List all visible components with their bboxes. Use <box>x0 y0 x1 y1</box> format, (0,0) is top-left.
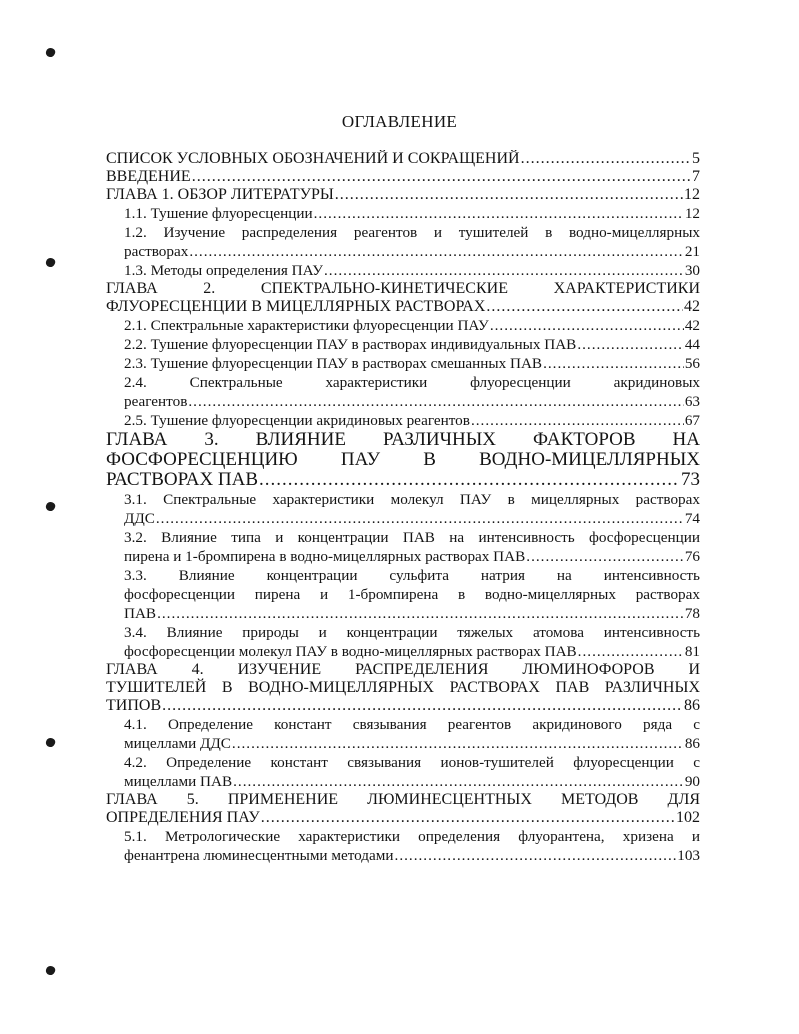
dot-leader <box>192 168 691 186</box>
toc-page-number: 90 <box>684 773 700 790</box>
dot-leader <box>521 150 691 168</box>
toc-page-number: 63 <box>684 393 700 410</box>
punch-hole-mark <box>45 257 57 269</box>
toc-section-entry[interactable] <box>106 354 700 373</box>
toc-chapter-entry[interactable] <box>106 430 700 490</box>
toc-section-entry[interactable] <box>106 566 700 623</box>
toc-entry-line: 3.2. Влияние типа и концентрации ПАВ на интенсивность фосфоресценции <box>124 529 700 546</box>
toc-section-entry[interactable] <box>106 316 700 335</box>
dot-leader <box>232 734 684 753</box>
toc-entry-title: РАСТВОРАХ ПАВ <box>106 470 259 490</box>
dot-leader <box>261 809 675 827</box>
toc-section-entry[interactable] <box>106 753 700 791</box>
toc-section-entry[interactable] <box>106 373 700 411</box>
toc-entry-title: СПИСОК УСЛОВНЫХ ОБОЗНАЧЕНИЙ И СОКРАЩЕНИЙ <box>106 150 520 167</box>
dot-leader <box>324 261 684 280</box>
toc-page-number: 5 <box>692 150 700 167</box>
toc-entry-title: пирена и 1-бромпирена в водно-мицеллярных растворах ПАВ <box>124 548 526 565</box>
toc-section-entry[interactable] <box>106 528 700 566</box>
toc-entry-title: 1.1. Тушение флуоресценции <box>124 205 313 222</box>
toc-section-entry[interactable] <box>106 827 700 865</box>
toc-section-entry[interactable] <box>106 623 700 661</box>
toc-page-number: 12 <box>684 205 700 222</box>
toc-page-number: 21 <box>684 243 700 260</box>
dot-leader <box>490 316 684 335</box>
toc-section-entry[interactable] <box>106 261 700 280</box>
punch-hole-mark <box>45 47 57 59</box>
punch-hole-mark <box>45 501 57 513</box>
toc-entry-title: ТИПОВ <box>106 697 162 714</box>
toc-chapter-entry[interactable] <box>106 150 700 168</box>
toc-page-number: 67 <box>684 412 700 429</box>
toc-chapter-entry[interactable] <box>106 186 700 204</box>
toc-entry-title: мицеллами ПАВ <box>124 773 233 790</box>
dot-leader <box>233 772 684 791</box>
toc-entry-line: 3.1. Спектральные характеристики молекул ПАУ в мицеллярных растворах <box>124 491 700 508</box>
toc-entry-line: фосфоресценции пирена и 1-бромпирена в водно-мицеллярных растворах <box>124 586 700 603</box>
toc-page-number: 42 <box>684 298 700 315</box>
toc-entry-line: ГЛАВА 4. ИЗУЧЕНИЕ РАСПРЕДЕЛЕНИЯ ЛЮМИНОФОРОВ И <box>106 661 700 678</box>
toc-page-number: 78 <box>684 605 700 622</box>
toc-page-number: 102 <box>676 809 700 826</box>
toc-page-number: 76 <box>684 548 700 565</box>
toc-entry-line: 4.2. Определение констант связывания ионов-тушителей флуоресценции с <box>124 754 700 771</box>
dot-leader <box>189 242 684 261</box>
toc-section-entry[interactable] <box>106 411 700 430</box>
toc-section-entry[interactable] <box>106 715 700 753</box>
toc-page-number: 81 <box>684 643 700 660</box>
toc-entry-title: мицеллами ДДС <box>124 735 231 752</box>
dot-leader <box>157 604 684 623</box>
toc-chapter-entry[interactable] <box>106 791 700 827</box>
toc-page-number: 86 <box>684 735 700 752</box>
toc-entry-line: 1.2. Изучение распределения реагентов и тушителей в водно-мицеллярных <box>124 224 700 241</box>
toc-entry-title: ДДС <box>124 510 155 527</box>
toc-page-number: 7 <box>692 168 700 185</box>
dot-leader <box>543 354 684 373</box>
toc-entry-title: ПАВ <box>124 605 157 622</box>
toc-entry-title: реагентов <box>124 393 188 410</box>
toc-page-number: 103 <box>677 847 700 864</box>
toc-entry-line: 5.1. Метрологические характеристики определения флуорантена, хризена и <box>124 828 700 845</box>
toc-chapter-entry[interactable] <box>106 280 700 316</box>
dot-leader <box>335 186 683 204</box>
dot-leader <box>395 846 677 865</box>
toc-entry-line: ГЛАВА 2. СПЕКТРАЛЬНО-КИНЕТИЧЕСКИЕ ХАРАКТЕРИСТИКИ <box>106 280 700 297</box>
dot-leader <box>577 335 683 354</box>
toc-entry-title: ГЛАВА 1. ОБЗОР ЛИТЕРАТУРЫ <box>106 186 334 203</box>
toc-entry-title: ФЛУОРЕСЦЕНЦИИ В МИЦЕЛЛЯРНЫХ РАСТВОРАХ <box>106 298 486 315</box>
toc-entry-line: 4.1. Определение констант связывания реагентов акридинового ряда с <box>124 716 700 733</box>
toc-entry-title: 2.2. Тушение флуоресценции ПАУ в растворах индивидуальных ПАВ <box>124 336 577 353</box>
dot-leader <box>314 204 684 223</box>
toc-entry-title: фосфоресценции молекул ПАУ в водно-мицеллярных растворах ПАВ <box>124 643 577 660</box>
toc-page-number: 74 <box>684 510 700 527</box>
toc-page-number: 56 <box>684 355 700 372</box>
toc-entry-line: ГЛАВА 5. ПРИМЕНЕНИЕ ЛЮМИНЕСЦЕНТНЫХ МЕТОДОВ ДЛЯ <box>106 791 700 808</box>
toc-page-number: 30 <box>684 262 700 279</box>
toc-entry-line: 3.3. Влияние концентрации сульфита натрия на интенсивность <box>124 567 700 584</box>
toc-entry-line: ТУШИТЕЛЕЙ В ВОДНО-МИЦЕЛЛЯРНЫХ РАСТВОРАХ ПАВ РАЗЛИЧНЫХ <box>106 679 700 696</box>
dot-leader <box>162 697 683 715</box>
toc-page-number: 86 <box>684 697 700 714</box>
toc-page-number: 73 <box>681 470 700 490</box>
toc-entry-line: ФОСФОРЕСЦЕНЦИЮ ПАУ В ВОДНО-МИЦЕЛЛЯРНЫХ <box>106 449 700 470</box>
toc-section-entry[interactable] <box>106 223 700 261</box>
toc-entry-title: 1.3. Методы определения ПАУ <box>124 262 323 279</box>
toc-section-entry[interactable] <box>106 335 700 354</box>
toc-chapter-entry[interactable] <box>106 168 700 186</box>
punch-hole-mark <box>45 737 57 749</box>
table-of-contents <box>106 150 700 865</box>
punch-hole-mark <box>45 965 57 977</box>
dot-leader <box>486 298 683 316</box>
dot-leader <box>578 642 684 661</box>
toc-entry-title: растворах <box>124 243 189 260</box>
toc-entry-title: ВВЕДЕНИЕ <box>106 168 191 185</box>
toc-entry-title: 2.3. Тушение флуоресценции ПАУ в растворах смешанных ПАВ <box>124 355 543 372</box>
toc-entry-title: ОПРЕДЕЛЕНИЯ ПАУ <box>106 809 260 826</box>
dot-leader <box>526 547 684 566</box>
toc-entry-line: ГЛАВА 3. ВЛИЯНИЕ РАЗЛИЧНЫХ ФАКТОРОВ НА <box>106 429 700 450</box>
toc-page-number: 42 <box>684 317 700 334</box>
toc-entry-title: 2.1. Спектральные характеристики флуоресценции ПАУ <box>124 317 489 334</box>
toc-section-entry[interactable] <box>106 204 700 223</box>
dot-leader <box>188 392 683 411</box>
dot-leader <box>259 470 680 490</box>
toc-page-number: 44 <box>684 336 700 353</box>
page-title: ОГЛАВЛЕНИЕ <box>341 112 458 131</box>
toc-chapter-entry[interactable] <box>106 661 700 715</box>
toc-entry-line: 2.4. Спектральные характеристики флуоресценции акридиновых <box>124 374 700 391</box>
toc-entry-title: 2.5. Тушение флуоресценции акридиновых реагентов <box>124 412 470 429</box>
toc-section-entry[interactable] <box>106 490 700 528</box>
toc-entry-title: фенантрена люминесцентными методами <box>124 847 394 864</box>
toc-entry-line: 3.4. Влияние природы и концентрации тяжелых атомова интенсивность <box>124 624 700 641</box>
dot-leader <box>471 411 684 430</box>
toc-page-number: 12 <box>684 186 700 203</box>
dot-leader <box>156 509 684 528</box>
